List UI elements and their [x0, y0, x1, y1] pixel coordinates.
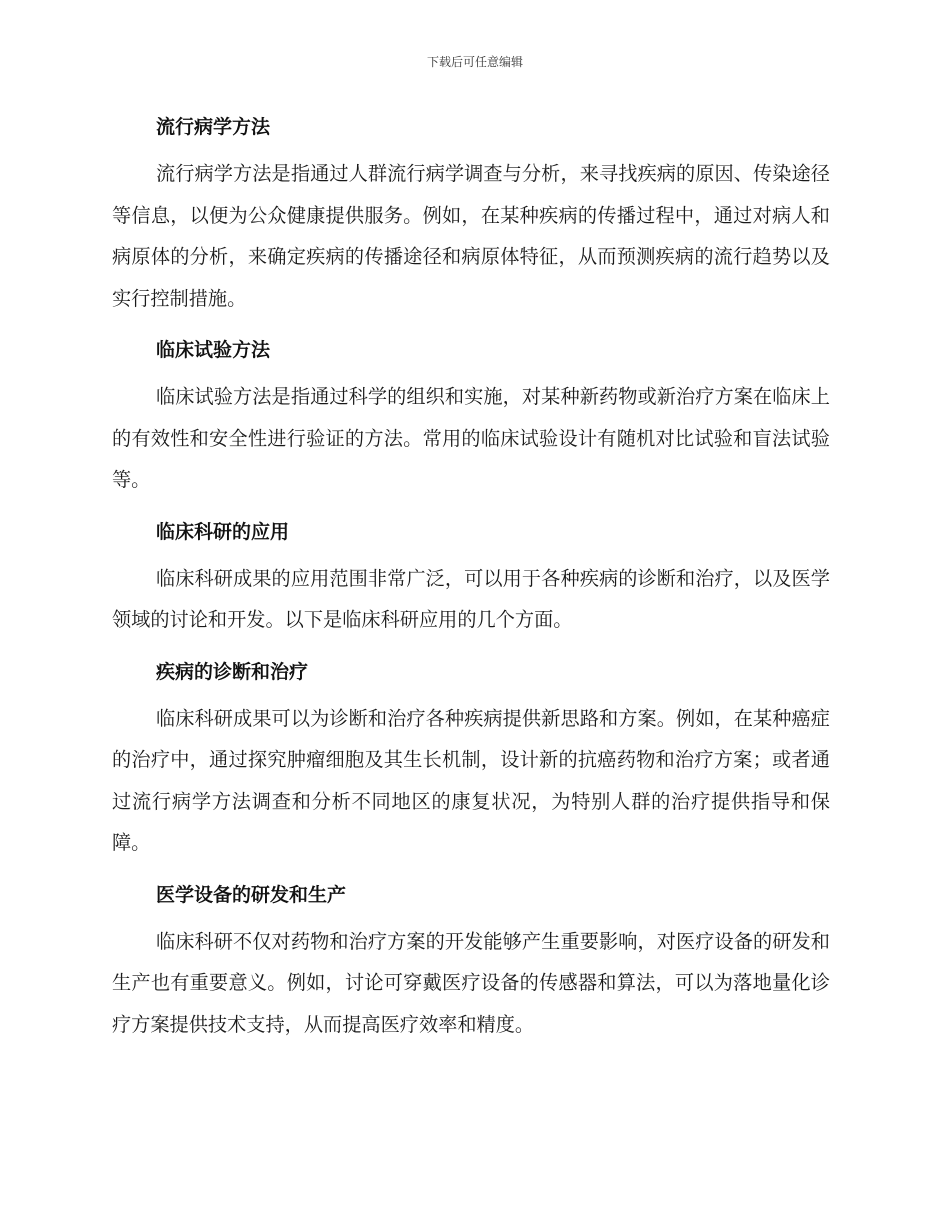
section-heading-diagnosis-treatment: 疾病的诊断和治疗 — [156, 660, 309, 683]
section-paragraph-diagnosis-treatment: 临床科研成果可以为诊断和治疗各种疾病提供新思路和方案。例如，在某种癌症的治疗中，通过探究肿瘤细胞及其生长机制，设计新的抗癌药物和治疗方案；或者通过流行病学方法调查和分析不同地区的康复状况，为特别人群的治疗提供指导和保障。 — [112, 706, 830, 854]
page-header: 下载后可任意编辑 — [426, 55, 523, 69]
section-paragraph-epidemiology: 流行病学方法是指通过人群流行病学调查与分析，来寻找疾病的原因、传染途径等信息，以便为公众健康提供服务。例如，在某种疾病的传播过程中，通过对病人和病原体的分析，来确定疾病的传播途径和病原体特征，从而预测疾病的流行趋势以及实行控制措施。 — [112, 162, 830, 310]
section-heading-clinical-trials: 临床试验方法 — [156, 339, 271, 361]
section-paragraph-medical-devices: 临床科研不仅对药物和治疗方案的开发能够产生重要影响，对医疗设备的研发和生产也有重要意义。例如，讨论可穿戴医疗设备的传感器和算法，可以为落地量化诊疗方案提供技术支持，从而提高医疗效率和精度。 — [112, 929, 830, 1036]
section-heading-epidemiology: 流行病学方法 — [156, 116, 271, 138]
document-body — [112, 108, 830, 1045]
section-heading-research-applications: 临床科研的应用 — [156, 520, 290, 543]
section-paragraph-clinical-trials: 临床试验方法是指通过科学的组织和实施，对某种新药物或新治疗方案在临床上的有效性和安全性进行验证的方法。常用的临床试验设计有随机对比试验和盲法试验等。 — [112, 385, 830, 491]
section-paragraph-research-applications: 临床科研成果的应用范围非常广泛，可以用于各种疾病的诊断和治疗，以及医学领域的讨论和开发。以下是临床科研应用的几个方面。 — [112, 566, 830, 631]
section-heading-medical-devices: 医学设备的研发和生产 — [156, 883, 347, 906]
